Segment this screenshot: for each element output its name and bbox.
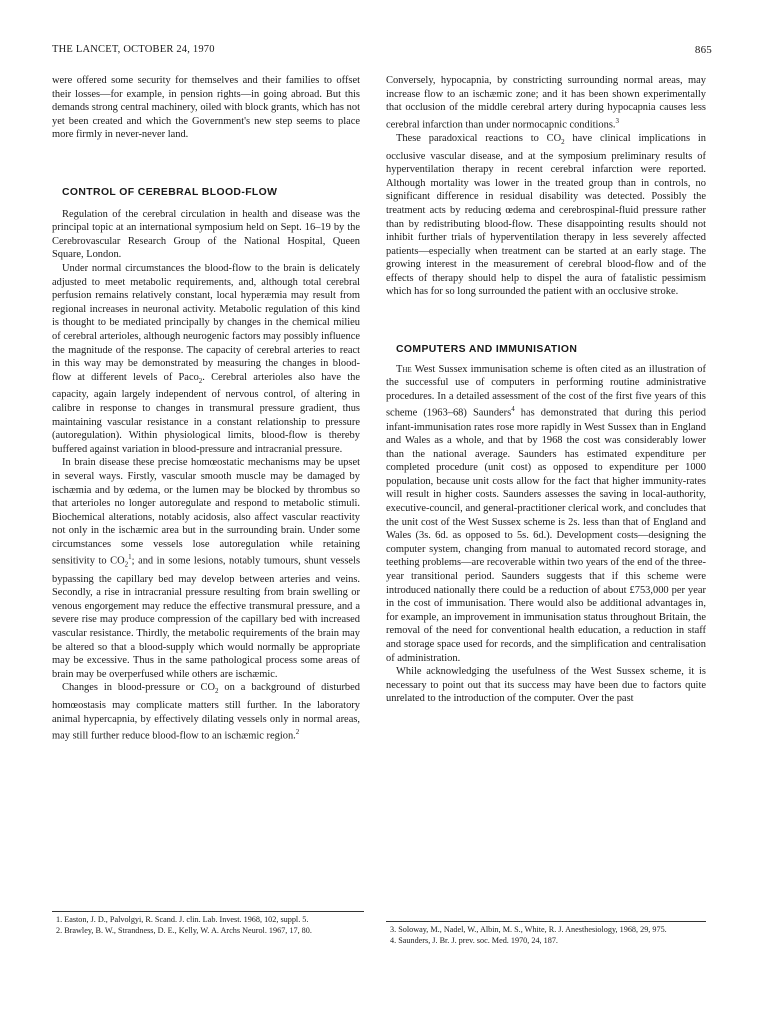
footnote: 4. Saunders, J. Br. J. prev. soc. Med. 1970, 24, 187.: [390, 936, 558, 945]
paragraph: In brain disease these precise homœostatic mechanisms may be upset in several ways. Firstly, vascular smooth muscle may be damaged by ischæmia and by œdema, or the lumen may be blocked by thrombus so that arterioles no longer autoregulate and respond to metabolic stimuli. Biochemical alterations, notably acidosis, also affect vascular reactivity not only in the ischæmic area but in the surrounding brain. Under some circumstances some vessels lose autoregulation while retaining sensitivity to $CO_2^1$; and in some lesions, notably tumours, shunt vessels bypassing the capillary bed may develop between arteries and veins. Secondly, a rise in intracranial pressure resulting from brain swelling or venous engorgement may reduce the effective transmural pressure, and a severe rise may produce compression of the capillary bed with increased vascular resistance. Thirdly, the metabolic requirements of the brain may be altered so that a blood-supply which would normally be appropriate may be excessive. Thus in the same pathological process some areas of brain may be overperfused while others are ischæmic.: [52, 457, 361, 680]
footnote-rule: [52, 911, 364, 912]
section-heading-cerebral-blood-flow: CONTROL OF CEREBRAL BLOOD-FLOW: [62, 186, 278, 198]
paragraph: Changes in blood-pressure or $CO_2$ on a background of disturbed homœostasis may complicate matters still further. In the laboratory animal hypercapnia, by effectively dilating vessels only in normal areas, may still further reduce blood-flow to an ischæmic region.$^2$: [52, 682, 360, 742]
paragraph: Under normal circumstances the blood-flow to the brain is delicately adjusted to meet metabolic requirements, and, although total cerebral perfusion remains relatively constant, local hyperæmia may result from regional increases in neuronal activity. Metabolic regulation of this kind is thought to be mediated principally by changes in the chemical milieu of cerebral arterioles, although neurogenic factors may possibly influence the magnitude of the response. The capacity of cerebral arteries to react in this way may be demonstrated by measuring the changes in blood-flow at different levels of Paco$_2$. Cerebral arterioles also have the capacity, again largely independent of nervous control, of altering in calibre in response to changes in transmural pressure gradient, thus maintaining vascular resistance in a constant relationship to pressure (autoregulation). Within physiological limits, blood-flow is thereby buffered against variation in blood-pressure and intracranial pressure.: [52, 262, 360, 455]
right-column: [386, 74, 706, 706]
page-number: 865: [694, 44, 712, 56]
footnote: 1. Easton, J. D., Palvolgyi, R. Scand. J. clin. Lab. Invest. 1968, 102, suppl. 5.: [56, 915, 309, 924]
paragraph: Regulation of the cerebral circulation in health and disease was the principal topic at an international symposium held on Sept. 16–19 by the Cerebrovascular Research Group of the National Hospital, Queen Square, London.: [52, 208, 360, 261]
footnote-rule: [386, 921, 706, 922]
paragraph: These paradoxical reactions to $CO_2$ have clinical implications in occlusive vascular disease, and at the symposium preliminary results of hyperventilation therapy in recent cerebral infarction were reported. Although mortality was lower in the treated group than in controls, no significant difference in residual disability was detected. Possibly the treatment acts by reducing œdema and cerebrospinal-fluid pressure rather than by redistributing blood-flow. These disappointing results should not inhibit further trials of hyperventilation therapy in less severely affected patients—especially when treatment can be started at an early stage. The growing interest in the measurement of cerebral blood-flow and of the effects of therapy should help to dispel the aura of fatalistic pessimism which has for so long surrounded the patient with an occlusive stroke.: [386, 132, 706, 298]
footnote: 2. Brawley, B. W., Strandness, D. E., Kelly, W. A. Archs Neurol. 1967, 17, 80.: [56, 926, 312, 935]
section-heading-computers-immunisation: COMPUTERS AND IMMUNISATION: [396, 344, 578, 356]
footnotes-right: [386, 921, 706, 946]
left-column: [52, 74, 360, 743]
paragraph: While acknowledging the usefulness of the West Sussex scheme, it is necessary to point out that its success may have been due to factors quite unrelated to the introduction of the computer. Over the past: [386, 666, 706, 705]
footnotes-left: [52, 911, 364, 936]
continued-paragraph: Conversely, hypocapnia, by constricting surrounding normal areas, may increase flow to an ischæmic zone; and it has been shown experimentally that occlusion of the middle cerebral artery during hypocapnia causes less cerebral infarction than under normocapnic conditions.$^3$: [386, 75, 706, 131]
continued-paragraph: were offered some security for themselves and their families to offset their losses—for example, in pension rights—in going abroad. But this demands strong central machinery, oiled with block grants, which has not yet been created and which the Government's new step seems to place more firmly in never-never land.: [52, 75, 360, 141]
running-head: [52, 44, 712, 58]
paragraph: The West Sussex immunisation scheme is often cited as an illustration of the successful use of computers in performing routine administrative procedures. In a detailed assessment of the cost of the first five years of this scheme (1963–68) Saunders$^4$ has demonstrated that during this period infant-immunisation rates rose more rapidly in West Sussex than in England and Wales as a whole, and that by 1968 the cost was considerably lower than the national average. Saunders has estimated expenditure per completed procedure (unit cost) as opposed to expenditure per 1000 population, because unit costs allow for the fact that higher immunity-rates will result in higher costs. Saunders assesses the saving in local-authority, executive-council, and general-practitioner clerical work, and concludes that the unit cost of the West Sussex scheme is 2s. less than that of England and Wales (3s. 6d. as opposed to 5s. 6d.). Development costs—designing the computer system, changing from manual to automated record storage, and teething problems—are recoverable within two years of the end of the three-year transitional period. Saunders suggests that if this scheme were introduced nationally there could be a reduction of about £753,000 per year in the cost of immunisation. There would also be additional advantages in, for example, an improvement in immunisation status throughout Britain, the removal of the need for conventional health education, a reduction in staff and storage space used for records, and the simplification and centralisation of administration.: [386, 363, 706, 664]
journal-issue-line: THE LANCET, OCTOBER 24, 1970: [52, 44, 215, 55]
footnote: 3. Soloway, M., Nadel, W., Albin, M. S., White, R. J. Anesthesiology, 1968, 29, 975.: [390, 925, 667, 934]
